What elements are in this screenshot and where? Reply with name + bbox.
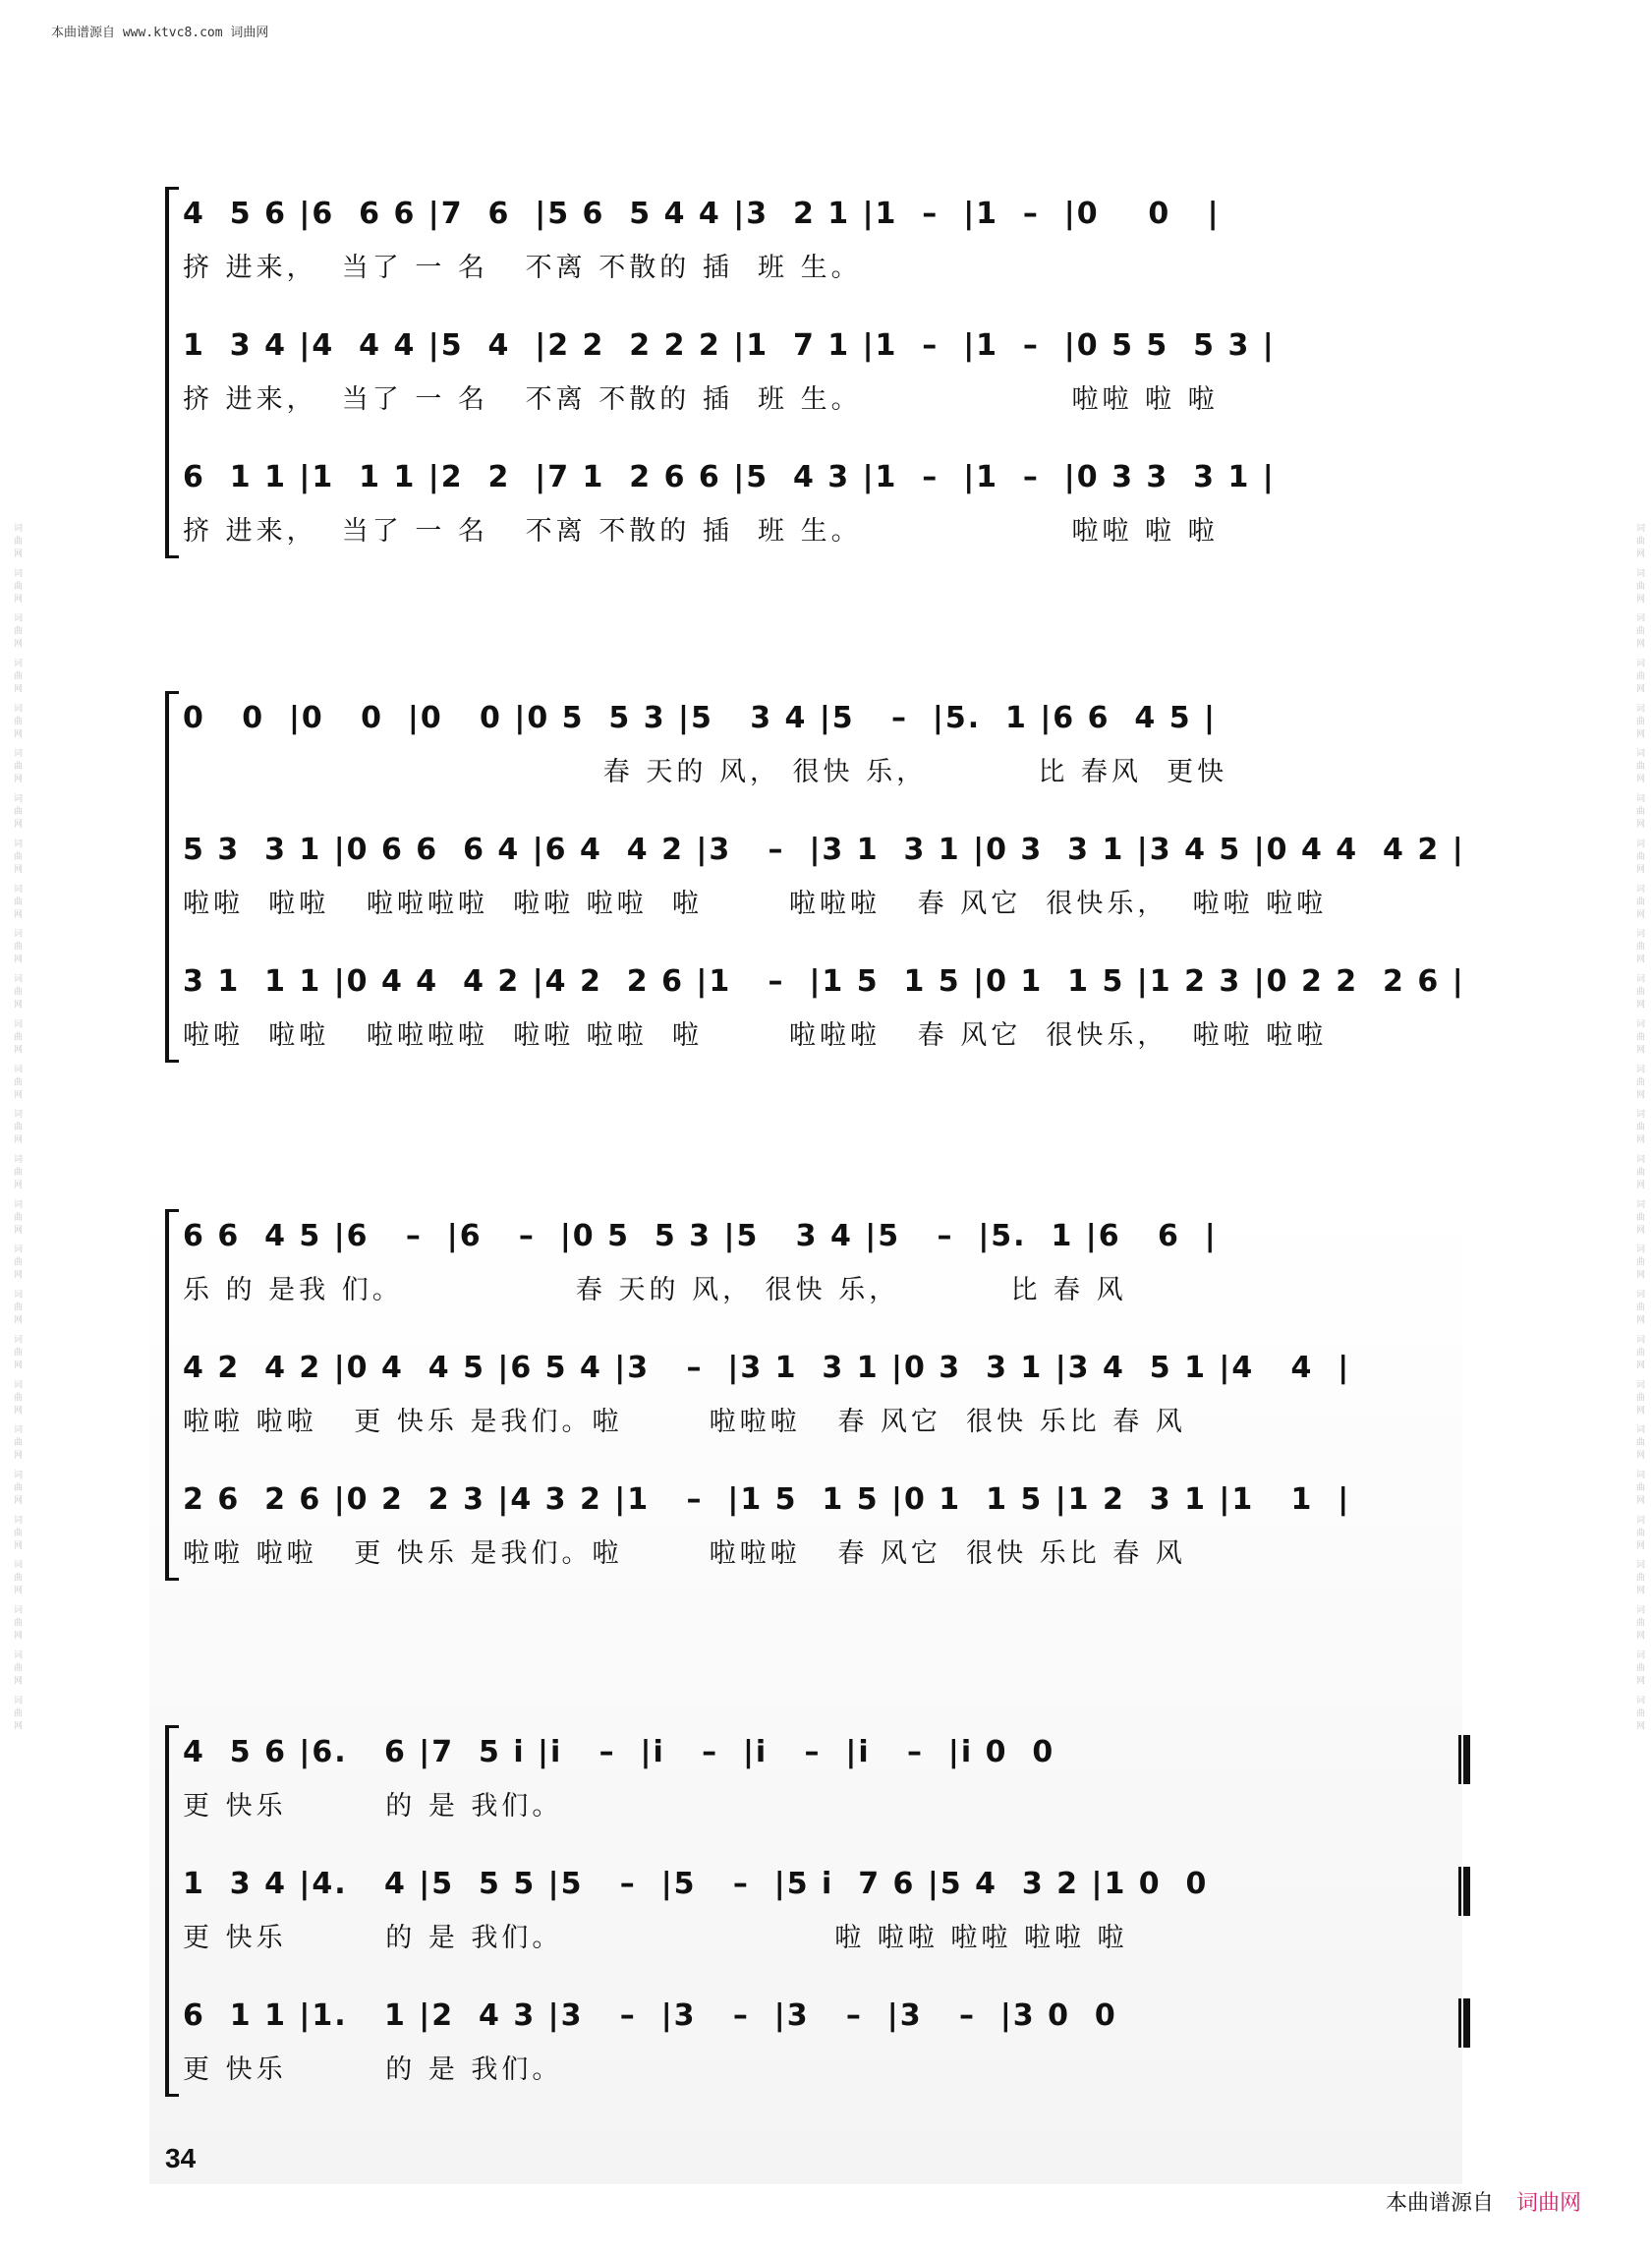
- system-bracket: [165, 1209, 179, 1581]
- lyric-line: 啦啦 啦啦 更 快乐 是我们。啦 啦啦啦 春 风它 很快 乐比 春 风: [183, 1407, 1186, 1437]
- lyric-line: 挤 进来， 当了 一 名 不离 不散的 插 班 生。: [183, 253, 862, 283]
- system-bracket: [165, 691, 179, 1063]
- notation-line: 1 3 4 |4 4 4 |5 4 |2 2 2 2 2 |1 7 1 |1 – |1 – |0 5 5 5 3 |: [183, 328, 1276, 363]
- notation-line: 2 6 2 6 |0 2 2 3 |4 3 2 |1 – |1 5 1 5 |0 1 1 5 |1 2 3 1 |1 1 |: [183, 1482, 1351, 1517]
- source-header[interactable]: 本曲谱源自 www.ktvc8.com 词曲网: [51, 26, 269, 40]
- page-number: 34: [165, 2143, 197, 2173]
- final-barline: [1458, 1735, 1470, 1784]
- notation-line: 6 6 4 5 |6 – |6 – |0 5 5 3 |5 3 4 |5 – |5. 1 |6 6 |: [183, 1219, 1218, 1253]
- lyric-line: 春 天的 风， 很快 乐， 比 春风 更快: [183, 757, 1228, 787]
- system-bracket: [165, 187, 179, 558]
- lyric-line: 啦啦 啦啦 啦啦啦啦 啦啦 啦啦 啦 啦啦啦 春 风它 很快乐， 啦啦 啦啦: [183, 1020, 1328, 1051]
- lyric-line: 更 快乐 的 是 我们。 啦 啦啦 啦啦 啦啦 啦: [183, 1923, 1128, 1953]
- lyric-line: 啦啦 啦啦 更 快乐 是我们。啦 啦啦啦 春 风它 很快 乐比 春 风: [183, 1538, 1186, 1569]
- final-barline: [1458, 1998, 1470, 2048]
- system-bracket: [165, 1725, 179, 2097]
- notation-line: 4 5 6 |6. 6 |7 5 i |i – |i – |i – |i – |i 0 0: [183, 1735, 1067, 1769]
- lyric-line: 啦啦 啦啦 啦啦啦啦 啦啦 啦啦 啦 啦啦啦 春 风它 很快乐， 啦啦 啦啦: [183, 889, 1328, 919]
- notation-line: 1 3 4 |4. 4 |5 5 5 |5 – |5 – |5 i 7 6 |5 4 3 2 |1 0 0: [183, 1867, 1221, 1901]
- score-system-4: [157, 1725, 1474, 2099]
- lyric-line: 挤 进来， 当了 一 名 不离 不散的 插 班 生。 啦啦 啦 啦: [183, 516, 1219, 547]
- notation-line: 0 0 |0 0 |0 0 |0 5 5 3 |5 3 4 |5 – |5. 1 |6 6 4 5 |: [183, 701, 1217, 735]
- side-watermark-right: 词曲网 词曲网 词曲网 词曲网 词曲网 词曲网 词曲网 词曲网 词曲网 词曲网 词曲网 词曲网 词曲网 词曲网 词曲网 词曲网 词曲网 词曲网 词曲网 词曲网 词曲网 词曲网 词曲网 词曲网 词曲网 词曲网 词曲网: [1634, 522, 1644, 1734]
- score-system-1: [157, 187, 1474, 560]
- notation-line: 5 3 3 1 |0 6 6 6 4 |6 4 4 2 |3 – |3 1 3 1 |0 3 3 1 |3 4 5 |0 4 4 4 2 |: [183, 833, 1465, 867]
- notation-line: 3 1 1 1 |0 4 4 4 2 |4 2 2 6 |1 – |1 5 1 5 |0 1 1 5 |1 2 3 |0 2 2 2 6 |: [183, 964, 1465, 999]
- side-watermark-left: 词曲网 词曲网 词曲网 词曲网 词曲网 词曲网 词曲网 词曲网 词曲网 词曲网 词曲网 词曲网 词曲网 词曲网 词曲网 词曲网 词曲网 词曲网 词曲网 词曲网 词曲网 词曲网 词曲网 词曲网 词曲网 词曲网 词曲网: [12, 522, 22, 1734]
- lyric-line: 更 快乐 的 是 我们。: [183, 1791, 563, 1822]
- footer-credit: [1386, 2186, 1581, 2217]
- notation-line: 6 1 1 |1 1 1 |2 2 |7 1 2 6 6 |5 4 3 |1 – |1 – |0 3 3 3 1 |: [183, 460, 1276, 494]
- footer-site-link[interactable]: 词曲网: [1516, 2191, 1582, 2216]
- score-system-2: [157, 691, 1474, 1065]
- lyric-line: 更 快乐 的 是 我们。: [183, 2054, 563, 2085]
- score-system-3: [157, 1209, 1474, 1583]
- lyric-line: 挤 进来， 当了 一 名 不离 不散的 插 班 生。 啦啦 啦 啦: [183, 384, 1219, 415]
- notation-line: 4 5 6 |6 6 6 |7 6 |5 6 5 4 4 |3 2 1 |1 – |1 – |0 0 |: [183, 197, 1221, 231]
- lyric-line: 乐 的 是我 们。 春 天的 风， 很快 乐， 比 春 风: [183, 1275, 1127, 1305]
- footer-source-label: 本曲谱源自: [1386, 2191, 1495, 2216]
- final-barline: [1458, 1867, 1470, 1916]
- notation-line: 4 2 4 2 |0 4 4 5 |6 5 4 |3 – |3 1 3 1 |0 3 3 1 |3 4 5 1 |4 4 |: [183, 1351, 1351, 1385]
- notation-line: 6 1 1 |1. 1 |2 4 3 |3 – |3 – |3 – |3 – |3 0 0: [183, 1998, 1130, 2033]
